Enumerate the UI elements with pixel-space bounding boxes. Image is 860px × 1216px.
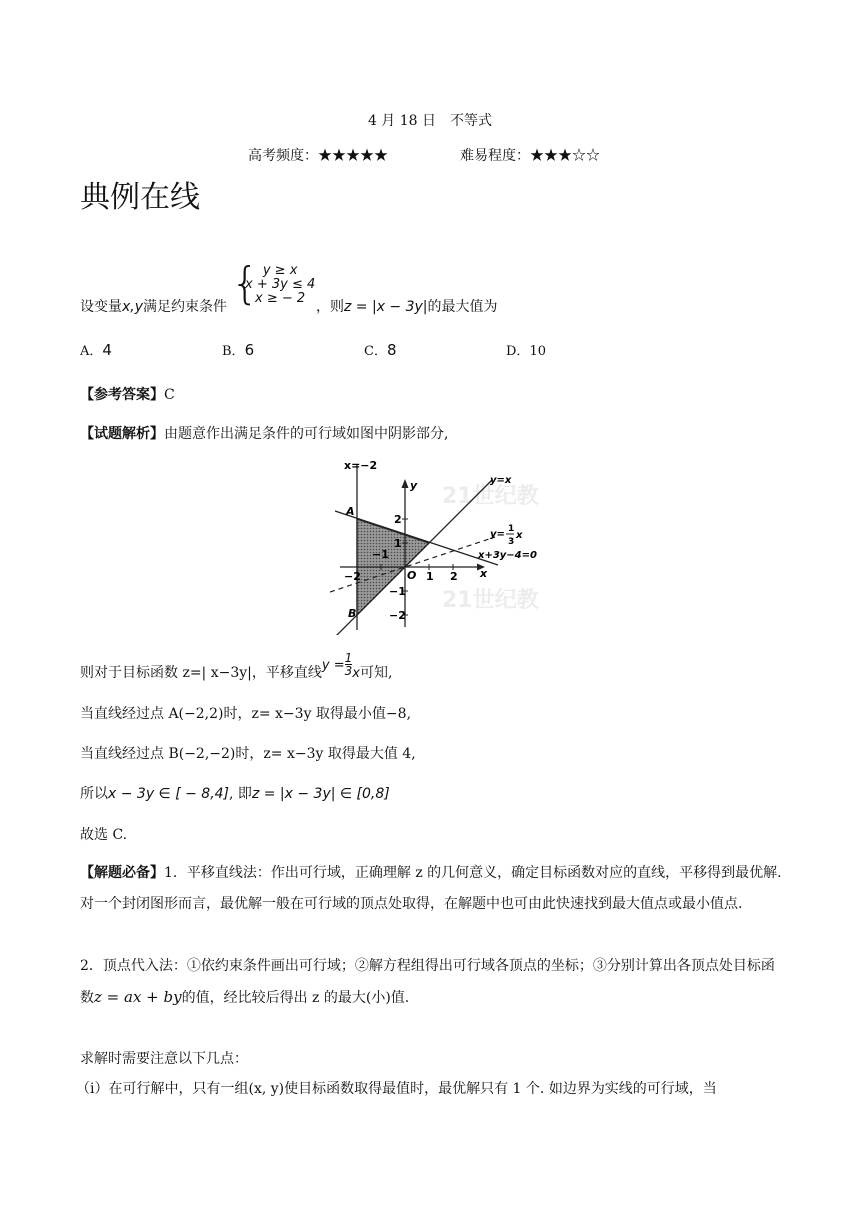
solution-line-3: 当直线经过点 B(−2,−2)时，z= x−3y 取得最大值 4,: [80, 746, 416, 762]
label-y-third: y=: [490, 529, 505, 540]
watermark-bottom: 21世纪教: [442, 588, 539, 613]
method-paragraph-4: （ⅰ）在可行解中，只有一组(x, y)使目标函数取得最值时，最优解只有 1 个. 如边界为实线的可行域，当: [76, 1081, 717, 1097]
solution-range-2: z = |x − 3y| ∈ [0,8]: [251, 786, 390, 802]
option-b[interactable]: [222, 340, 254, 359]
label-frac-var: x: [516, 530, 523, 541]
solution-line-4-mid: , 即: [229, 786, 252, 802]
method-paragraph-3: 求解时需要注意以下几点：: [80, 1051, 248, 1067]
question-vars: x,y: [122, 299, 144, 315]
method-p2-pre: 2．顶点代入法：①依约束条件画出可行域；②解方程组得出可行域各顶点的坐标；③分别计算出各顶点处目标函数: [80, 958, 775, 1006]
option-d-value: 10: [529, 344, 546, 359]
solution-line-1: [80, 652, 392, 682]
date-title: 4 月 18 日 不等式: [367, 113, 493, 129]
constraint-2: x + 3y ≤ 4: [245, 277, 316, 292]
tick-label-x-2: 2: [450, 570, 458, 583]
solution-range-1: x − 3y ∈ [ − 8,4]: [108, 786, 230, 802]
label-frac-den: 3: [508, 537, 515, 547]
tick-label-x-neg1: −1: [372, 548, 389, 561]
label-point-b: B: [348, 607, 357, 620]
option-a[interactable]: [80, 340, 112, 359]
solution-frac-rhs: x: [352, 666, 360, 681]
label-x-axis: x: [480, 567, 488, 580]
question-tail: [316, 296, 498, 316]
question-mid: 满足约束条件: [143, 299, 228, 315]
method-p2-formula: z = ax + by: [94, 988, 182, 1006]
tick-label-y-1: 1: [394, 537, 402, 550]
constraint-3: x ≥ − 2: [255, 291, 306, 306]
solution-line-4-pre: 所以: [80, 786, 108, 802]
option-a-label: A．: [80, 344, 103, 359]
constraint-system: [245, 264, 315, 306]
tick-label-y-2: 2: [394, 513, 402, 526]
objective-function: z = |x − 3y|: [344, 299, 428, 315]
analysis-label: 【试题解析】: [80, 426, 164, 442]
tick-label-x-neg2: −2: [344, 570, 361, 583]
question-text: [80, 296, 227, 316]
option-c-label: C．: [364, 344, 387, 359]
method-p2-post: 的值，经比较后得出 z 的最大(小)值.: [181, 990, 410, 1006]
answer-value: C: [164, 387, 175, 403]
solution-line-2: 当直线经过点 A(−2,2)时，z= x−3y 取得最小值−8,: [80, 706, 412, 722]
solution-line-4: [80, 783, 390, 803]
constraint-1: y ≥ x: [262, 263, 298, 278]
tick-label-y-neg1: −1: [389, 585, 406, 598]
solution-line-1-pre: 则对于目标函数 z=| x−3y|，平移直线: [80, 665, 322, 681]
constraint-brace: {: [231, 258, 259, 309]
label-origin: O: [407, 569, 417, 582]
method-p1-text: 1．平移直线法：作出可行域，正确理解 z 的几何意义，确定目标函数对应的直线，平移得到最优解. 对一个封闭图形而言，最优解一般在可行域的顶点处取得，在解题中也可由此快速找到最大值点或最小值点.: [80, 865, 782, 912]
tick-label-x-1: 1: [426, 570, 434, 583]
solution-frac-den: 3: [344, 664, 353, 678]
solution-line-5: 故选 C.: [80, 827, 128, 843]
label-y-axis: y: [410, 479, 418, 492]
method-label: 【解题必备】: [80, 865, 164, 881]
method-paragraph-2: [80, 951, 785, 1014]
option-c[interactable]: [364, 340, 397, 359]
section-title: 典例在线: [80, 180, 200, 215]
option-b-value: 6: [244, 341, 255, 359]
analysis-intro: [80, 423, 448, 443]
reference-answer: [80, 384, 175, 404]
option-a-value: 4: [102, 341, 112, 359]
label-x-3y-4: x+3y−4=0: [478, 550, 537, 561]
option-b-label: B．: [222, 344, 245, 359]
solution-frac-lhs: y =: [321, 658, 345, 673]
question-prefix: 设变量: [80, 299, 122, 315]
feasible-region-figure: [330, 455, 545, 635]
option-d-label: D．: [506, 344, 530, 359]
solution-line-1-post: 可知,: [359, 665, 393, 681]
method-paragraph-1: [80, 858, 785, 920]
option-d[interactable]: [506, 340, 546, 359]
answer-label: 【参考答案】: [80, 387, 164, 403]
question-suffix-pre: ，则: [316, 299, 344, 315]
label-x-neg2-line: x=−2: [344, 459, 378, 472]
y-axis-arrow: [402, 479, 409, 488]
watermark-top: 21世纪教: [442, 484, 539, 509]
tick-label-y-neg2: −2: [389, 609, 406, 622]
label-y-eq-x: y=x: [490, 475, 512, 486]
label-frac-num: 1: [508, 524, 515, 534]
question-suffix: 的最大值为: [427, 299, 498, 315]
option-c-value: 8: [386, 341, 397, 359]
label-point-a: A: [346, 505, 355, 518]
analysis-text: 由题意作出满足条件的可行域如图中阴影部分,: [164, 426, 449, 442]
frequency-rating: 高考频度：★★★★★: [248, 148, 388, 164]
solution-frac-num: 1: [344, 651, 353, 665]
difficulty-rating: 难易程度：★★★☆☆: [460, 148, 600, 164]
